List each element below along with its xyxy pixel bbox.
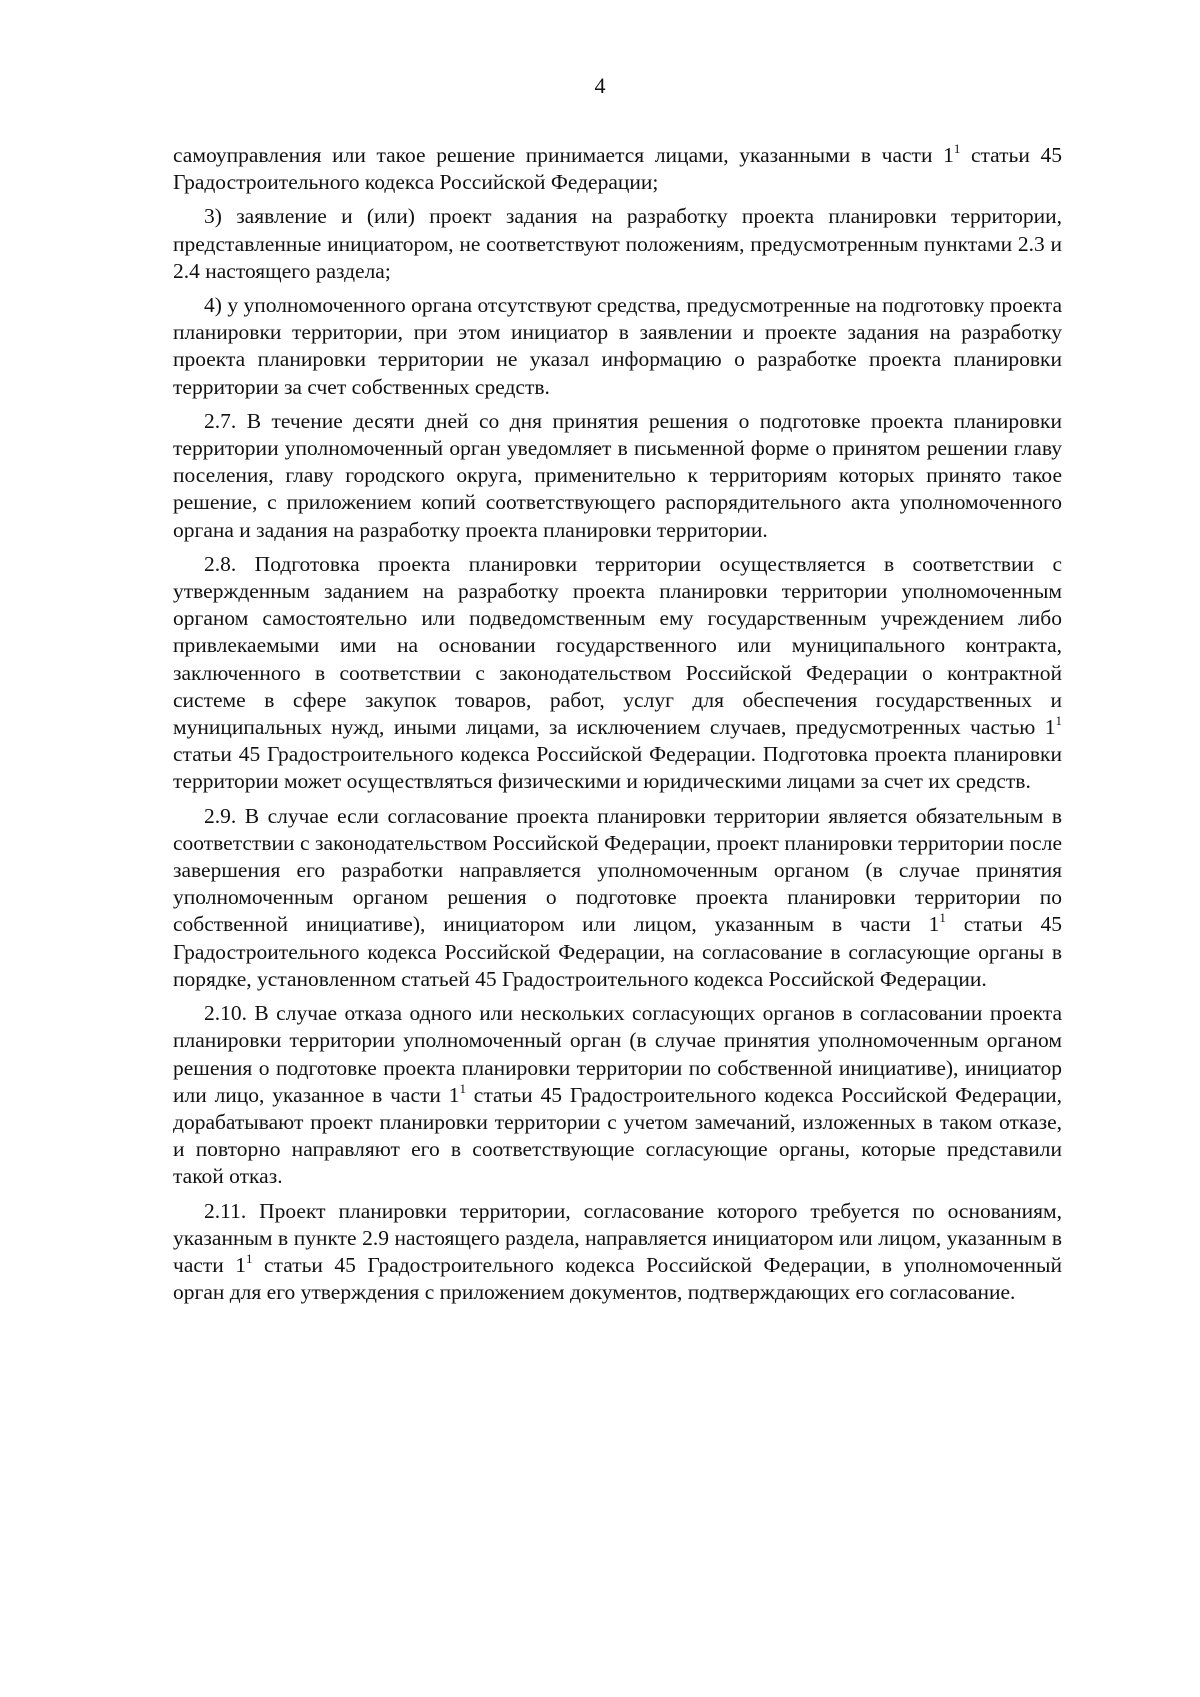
paragraph-2-11	[173, 1198, 1062, 1307]
page-number: 4	[594, 73, 606, 98]
paragraph-text: 2.11. Проект планировки территории, согласование которого требуется по основаниям, указанным в пункте 2.9 настоящего раздела, направляется инициатором или лицом, указанным в части 1	[173, 1198, 1062, 1277]
paragraph-text: 2.8. Подготовка проекта планировки территории осуществляется в соответствии с утвержденным заданием на разработку проекта планировки территории уполномоченным органом самостоятельно или подведомственным ему государственным учреждением либо привлекаемыми ими на основании государственного или муниципального контракта, заключенного в соответствии с законодательством Российской Федерации о контрактной системе в сфере закупок товаров, работ, услуг для обеспечения государственных и муниципальных нужд, иными лицами, за исключением случаев, предусмотренных частью 1	[173, 551, 1062, 740]
paragraph-item-3	[173, 203, 1062, 285]
paragraph-text: статьи 45 Градостроительного кодекса Российской Федерации;	[173, 143, 1062, 195]
paragraph-text: 2.9. В случае если согласование проекта планировки территории является обязательным в соответствии с законодательством Российской Федерации, проект планировки территории после завершения его разработки направляется уполномоченным органом (в случае принятия уполномоченным органом решения о подготовке проекта планировки территории по собственной инициативе), инициатором или лицом, указанным в части 1	[173, 803, 1062, 937]
document-body	[173, 142, 1062, 1313]
paragraph-2-7	[173, 408, 1062, 544]
paragraph-text: 2.7. В течение десяти дней со дня принятия решения о подготовке проекта планировки территории уполномоченный орган уведомляет в письменной форме о принятом решении главу поселения, главу городского округа, применительно к территориям которых принято такое решение, с приложением копий соответствующего распорядительного акта уполномоченного органа и задания на разработку проекта планировки территории.	[173, 408, 1062, 542]
paragraph-continuation	[173, 142, 1062, 196]
superscript-1: 1	[459, 1080, 466, 1096]
paragraph-text: 4) у уполномоченного органа отсутствуют средства, предусмотренные на подготовку проекта планировки территории, при этом инициатор в заявлении и проекте задания на разработку проекта планировки территории не указал информацию о разработке проекта планировки территории за счет собственных средств.	[173, 293, 1062, 399]
paragraph-2-9	[173, 803, 1062, 993]
paragraph-text: статьи 45 Градостроительного кодекса Российской Федерации, дорабатывают проект планировки территории с учетом замечаний, изложенных в таком отказе, и повторно направляют его в соответствующие согласующие органы, которые представили такой отказ.	[173, 1082, 1062, 1189]
superscript-1: 1	[939, 910, 946, 926]
paragraph-text: статьи 45 Градостроительного кодекса Российской Федерации. Подготовка проекта планировки территории может осуществляться физическими и юридическими лицами за счет их средств.	[173, 742, 1062, 794]
paragraph-text: статьи 45 Градостроительного кодекса Российской Федерации, на согласование в согласующие органы в порядке, установленном статьей 45 Градостроительного кодекса Российской Федерации.	[173, 912, 1062, 991]
superscript-1: 1	[246, 1250, 253, 1266]
superscript-1: 1	[1055, 713, 1062, 729]
paragraph-text: 3) заявление и (или) проект задания на разработку проекта планировки территории, представленные инициатором, не соответствуют положениям, предусмотренным пунктами 2.3 и 2.4 настоящего раздела;	[173, 204, 1062, 283]
paragraph-text: 2.10. В случае отказа одного или нескольких согласующих органов в согласовании проекта планировки территории уполномоченный орган (в случае принятия уполномоченным органом решения о подготовке проекта планировки территории по собственной инициативе), инициатор или лицо, указанное в части 1	[173, 1001, 1062, 1107]
paragraph-2-10	[173, 1000, 1062, 1190]
paragraph-2-8	[173, 551, 1062, 796]
superscript-1: 1	[953, 141, 961, 156]
paragraph-text: самоуправления или такое решение принимается лицами, указанными в части 1	[173, 143, 954, 167]
paragraph-text: статьи 45 Градостроительного кодекса Российской Федерации, в уполномоченный орган для его утверждения с приложением документов, подтверждающих его согласование.	[173, 1252, 1062, 1305]
paragraph-item-4	[173, 292, 1062, 401]
